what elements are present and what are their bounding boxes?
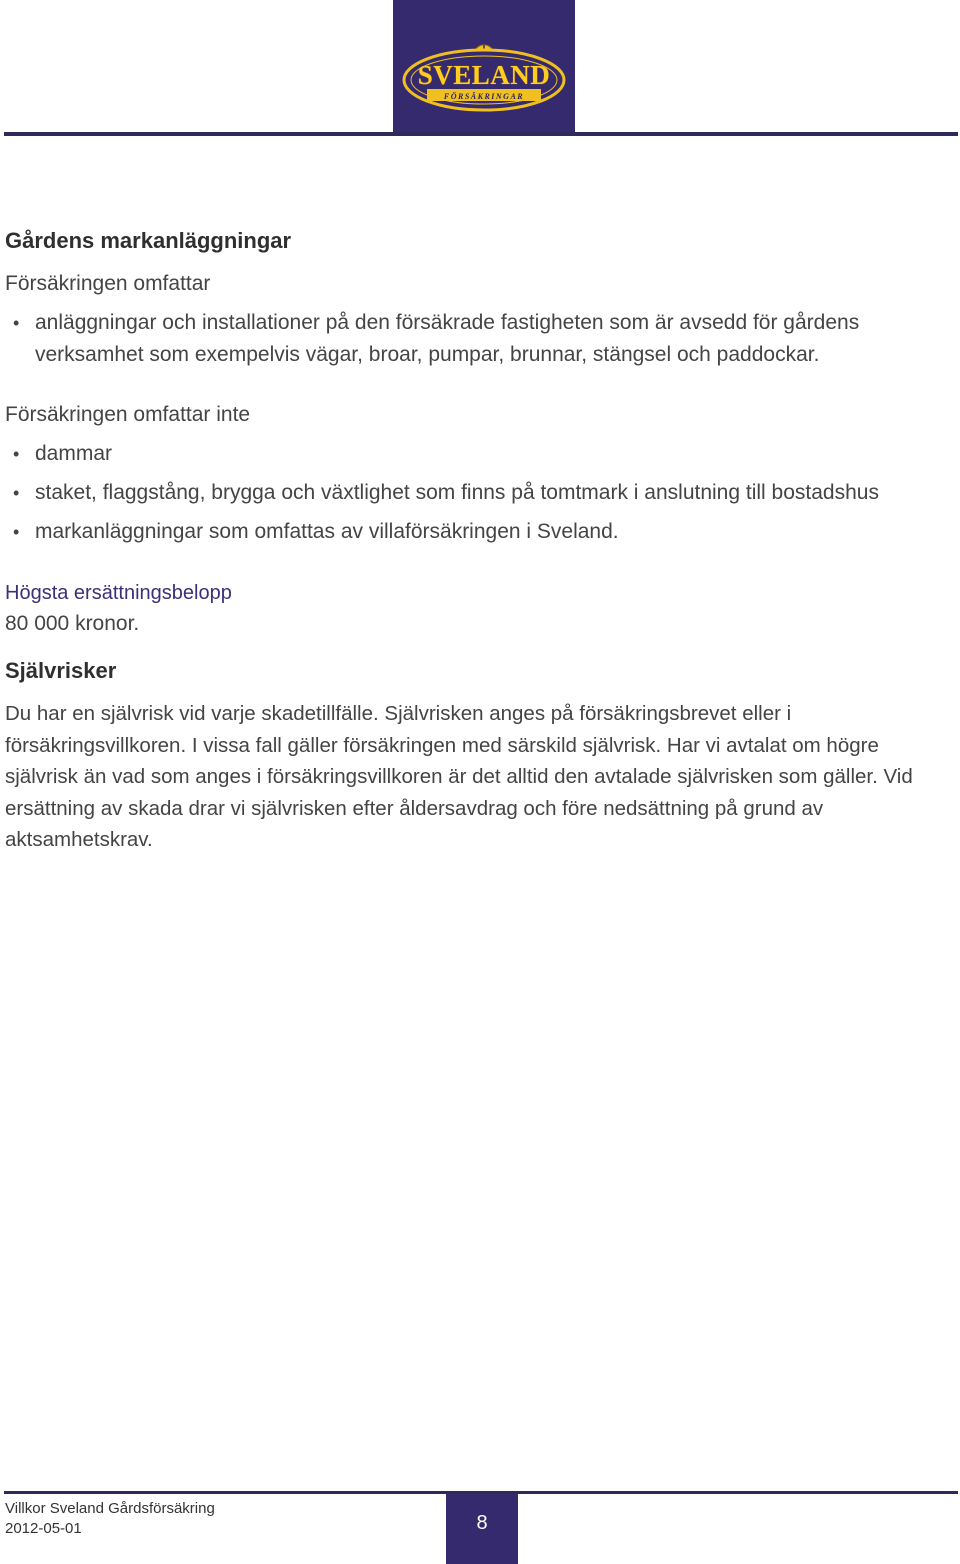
section-title: Gårdens markanläggningar	[5, 228, 292, 253]
covered-list	[5, 307, 940, 371]
logo-panel	[393, 0, 575, 134]
not-covered-list	[5, 438, 940, 548]
covered-heading: Försäkringen omfattar	[5, 272, 211, 295]
deductible-text: Du har en självrisk vid varje skadetillfälle. Självrisken anges på försäkringsbrevet eller i försäkringsvillkoren. I vissa fall gäller försäkringen med särskild självrisk. Har vi avtalat om högre självrisk än vad som anges i försäkringsvillkoren är det alltid den avtalade självrisken som gäller. Vid ersättning av skada drar vi självrisken efter åldersavdrag och före nedsättning på grund av aktsamhetskrav.	[5, 702, 913, 851]
not-covered-heading: Försäkringen omfattar inte	[5, 403, 251, 426]
list-item: • staket, flaggstång, brygga och växtlighet som finns på tomtmark i anslutning till bostadshus	[5, 477, 940, 509]
list-item: • markanläggningar som omfattas av villaförsäkringen i Sveland.	[5, 516, 940, 548]
max-amount-value: 80 000 kronor.	[5, 612, 140, 635]
page-number: 8	[476, 1512, 488, 1534]
footer-date: 2012-05-01	[5, 1520, 82, 1537]
deductible-title: Självrisker	[5, 658, 117, 683]
document-body	[5, 224, 940, 856]
footer-document-title: Villkor Sveland Gårdsförsäkring	[5, 1500, 215, 1517]
header-divider	[4, 132, 958, 136]
logo-brand-sub: FÖRSÄKRINGAR	[443, 92, 525, 101]
list-item: • anläggningar och installationer på den försäkrade fastigheten som är avsedd för gårdens verksamhet som exempelvis vägar, broar, pumpar, brunnar, stängsel och paddockar.	[5, 307, 940, 371]
max-amount-heading: Högsta ersättningsbelopp	[5, 582, 232, 604]
page-number-box	[446, 1494, 518, 1564]
logo-brand-name: SVELAND	[417, 60, 551, 90]
list-item: • dammar	[5, 438, 940, 470]
